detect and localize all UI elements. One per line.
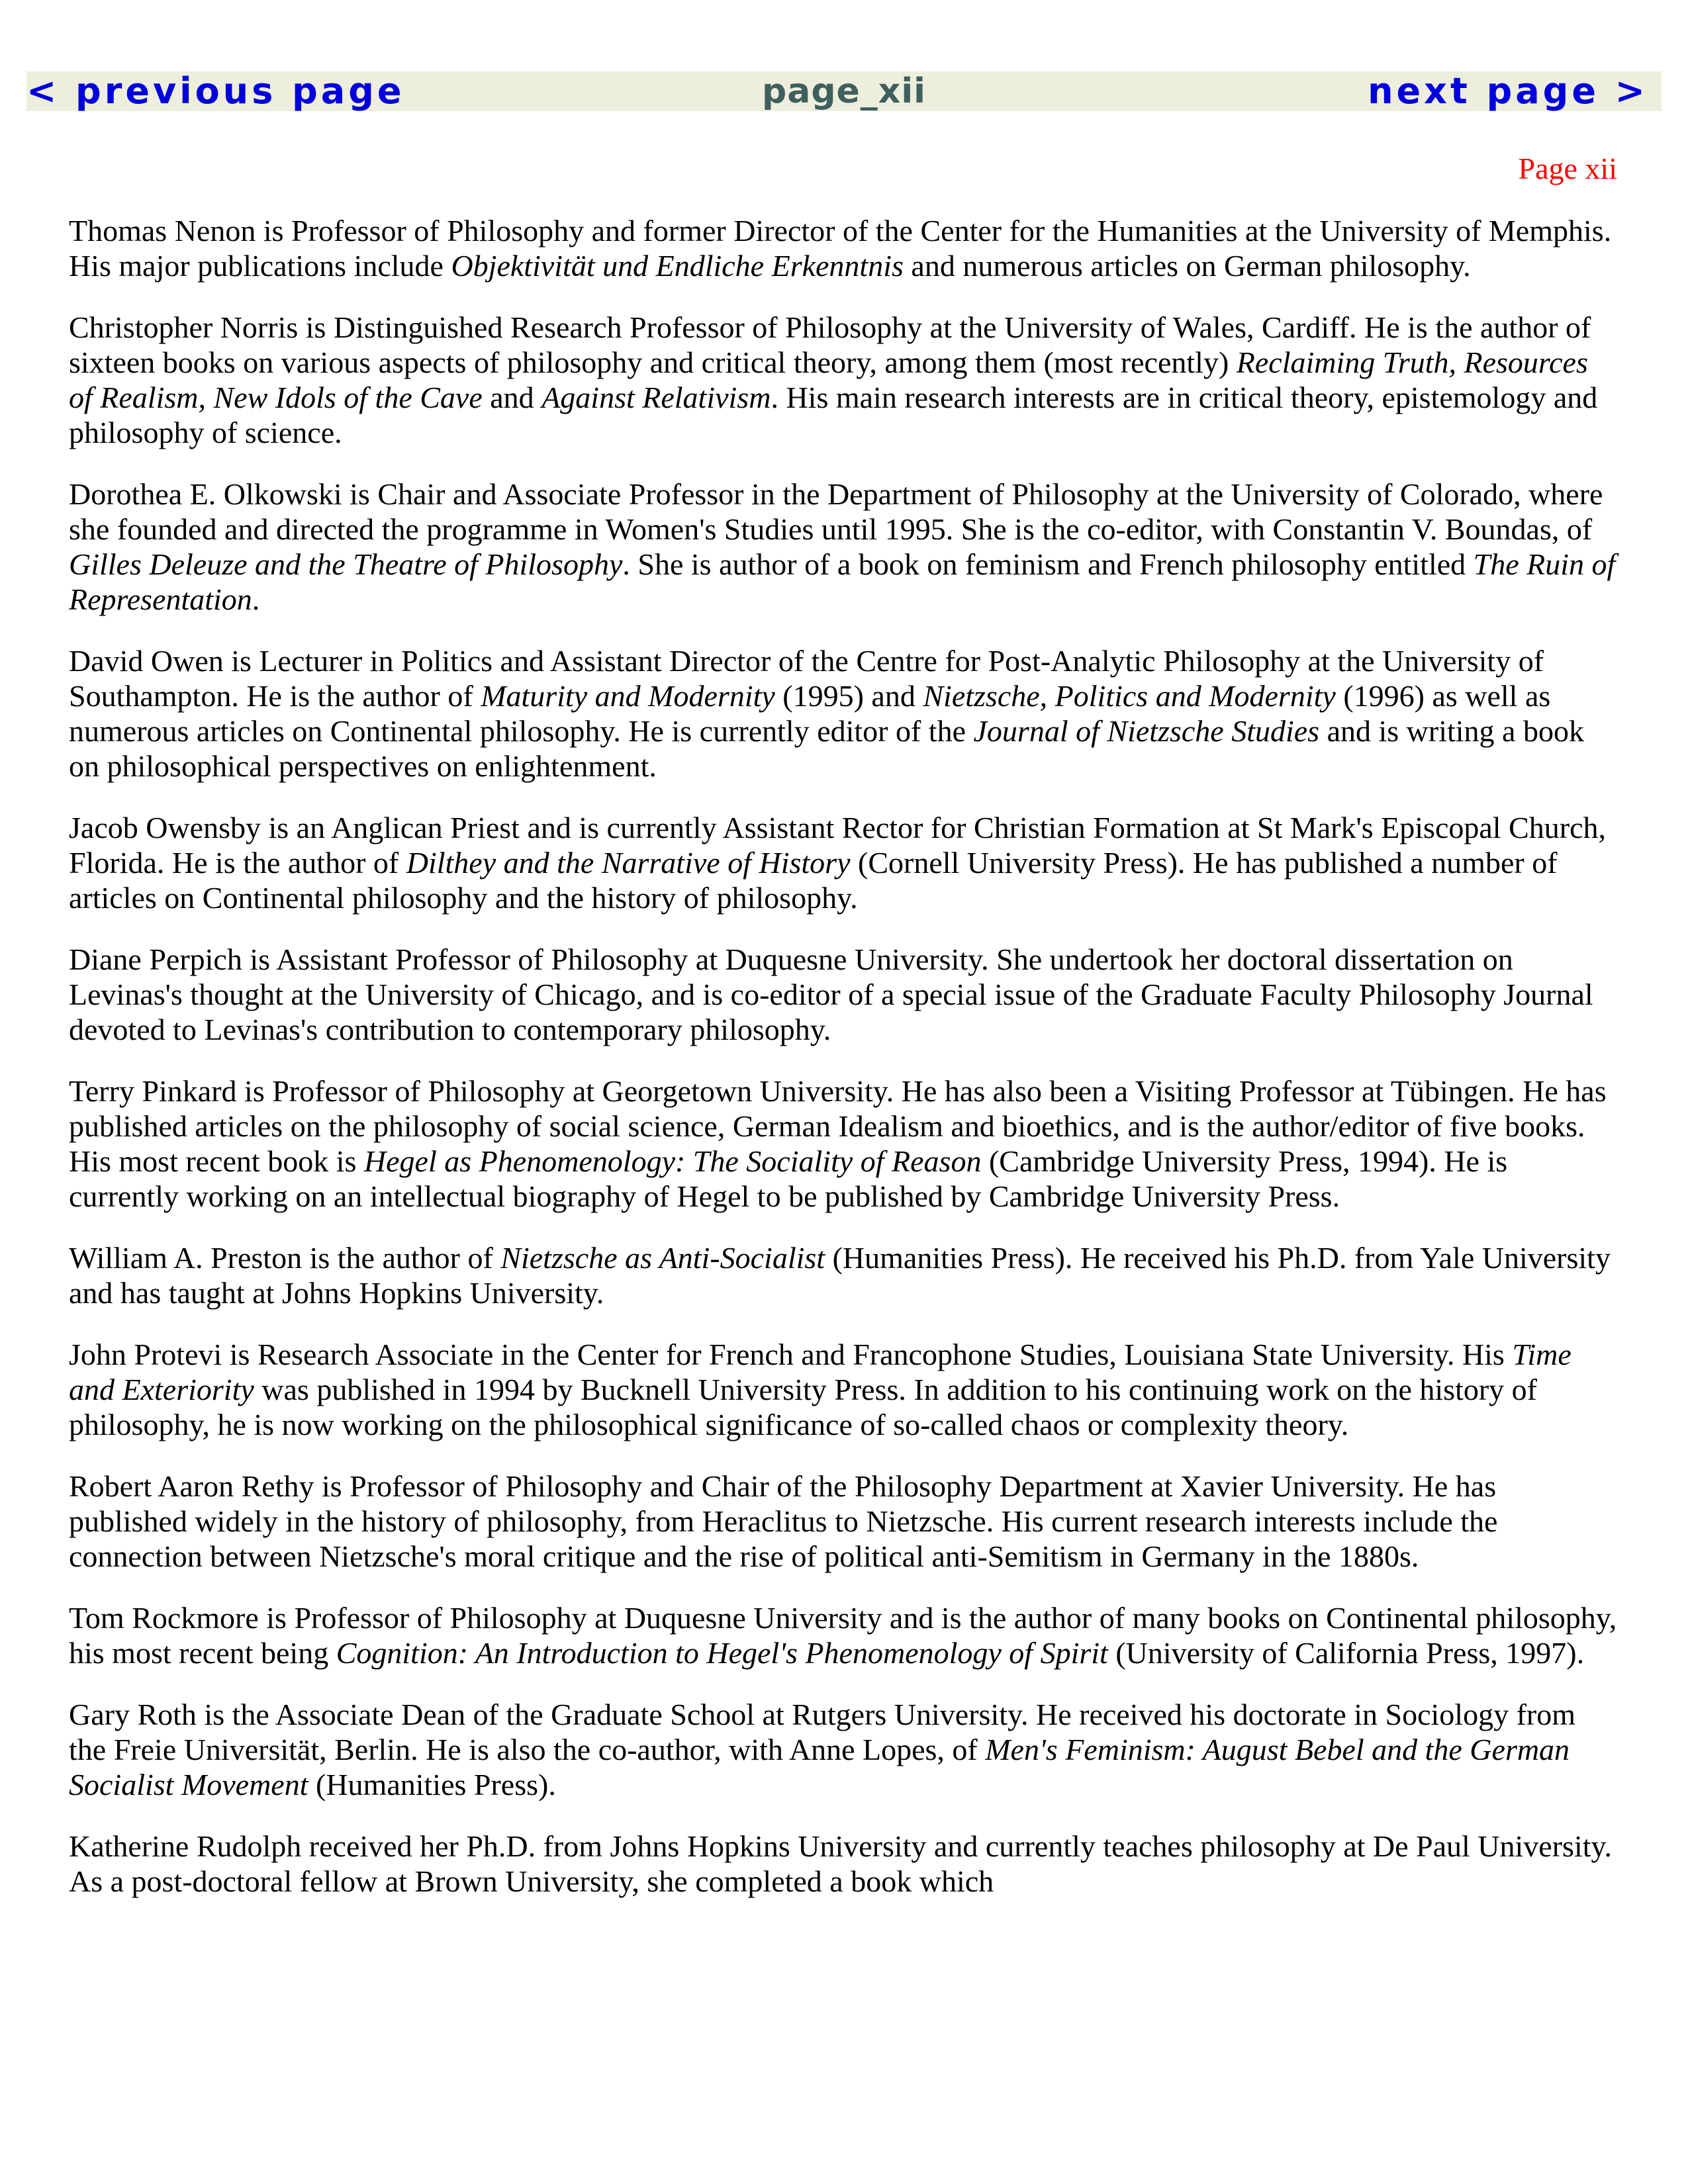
bio-text: . (252, 582, 260, 616)
bio-text: Tom Rockmore is Professor of Philosophy at Duquesne University and is the author of many books on Continental philosophy, his most recent being (69, 1601, 1617, 1670)
book-title: Maturity and Modernity (481, 679, 775, 713)
book-title: Objektivität und Endliche Erkenntnis (451, 249, 904, 283)
book-title: Journal of Nietzsche Studies (973, 714, 1320, 748)
book-title: Nietzsche, Politics and Modernity (923, 679, 1336, 713)
bio-text: Jacob Owensby is an Anglican Priest and is currently Assistant Rector for Christian Formation at St Mark's Episcopal Church, Florida. He is the author of (69, 811, 1606, 880)
book-title: Time and Exteriority (69, 1338, 1571, 1406)
book-title: Reclaiming Truth, Resources of Realism, New Idols of the Cave (69, 345, 1588, 414)
next-page-link[interactable]: next page > (1368, 70, 1648, 112)
bio-text: Gary Roth is the Associate Dean of the Graduate School at Rutgers University. He received his doctorate in Sociology from the Freie Universität, Berlin. He is also the co-author, with Anne Lopes, of (69, 1698, 1575, 1766)
bio-text: . His main research interests are in critical theory, epistemology and philosophy of science. (69, 381, 1598, 449)
bio-text: David Owen is Lecturer in Politics and Assistant Director of the Centre for Post-Analytic Philosophy at the University of Southampton. He is the author of (69, 644, 1544, 713)
bio-text: (1995) and (774, 679, 923, 713)
bio-text: (Cambridge University Press, 1994). He is currently working on an intellectual biography of Hegel to be published by Cambridge University Press. (69, 1144, 1508, 1213)
book-title: Dilthey and the Narrative of History (406, 846, 851, 880)
bio-text: Diane Perpich is Assistant Professor of Philosophy at Duquesne University. She undertook her doctoral dissertation on Levinas's thought at the University of Chicago, and is co-editor of a special issue of the Graduate Faculty Philosophy Journal devoted to Levinas's contribution to contemporary philosophy. (69, 942, 1593, 1046)
bio-text: Thomas Nenon is Professor of Philosophy and former Director of the Center for the Humanities at the University of Memphis. His major publications include (69, 214, 1612, 283)
book-title: Hegel as Phenomenology: The Sociality of Reason (363, 1144, 982, 1178)
bio-text: Terry Pinkard is Professor of Philosophy at Georgetown University. He has also been a Visiting Professor at Tübingen. He has published articles on the philosophy of social science, German Idealism and bioethics, and is the author/editor of five books. His most recent book is (69, 1074, 1607, 1178)
bio-text: (1996) as well as numerous articles on Continental philosophy. He is currently editor of the (69, 679, 1551, 748)
bio-text: (Cornell University Press). He has published a number of articles on Continental philosophy and the history of philosophy. (69, 846, 1558, 915)
contributor-bio (69, 213, 1618, 283)
book-title: Cognition: An Introduction to Hegel's Phenomenology of Spirit (336, 1636, 1108, 1670)
bio-text: Katherine Rudolph received her Ph.D. from Johns Hopkins University and currently teaches philosophy at De Paul University. As a post-doctoral fellow at Brown University, she completed a book which (69, 1829, 1613, 1898)
book-title: Nietzsche as Anti-Socialist (500, 1241, 825, 1275)
contributor-bio (69, 477, 1618, 617)
contributor-bio (69, 1337, 1618, 1442)
bio-text: (Humanities Press). (308, 1768, 556, 1801)
bio-text: and numerous articles on German philosophy. (903, 249, 1471, 283)
bio-text: William A. Preston is the author of (69, 1241, 501, 1275)
bio-text: . She is author of a book on feminism and French philosophy entitled (622, 547, 1474, 581)
bio-text: Dorothea E. Olkowski is Chair and Associate Professor in the Department of Philosophy at the University of Colorado, where she founded and directed the programme in Women's Studies until 1995. She is the co-editor, with Constantin V. Boundas, of (69, 477, 1603, 546)
contributor-bio (69, 1240, 1618, 1310)
bio-text: John Protevi is Research Associate in the Center for French and Francophone Studies, Louisiana State University. His (69, 1338, 1513, 1371)
bio-text: and (482, 381, 542, 414)
contributor-bio (69, 1469, 1618, 1574)
contributor-bio (69, 942, 1618, 1047)
page-navigation-bar (26, 71, 1662, 111)
contributor-bio (69, 1600, 1618, 1670)
book-title: Men's Feminism: August Bebel and the German Socialist Movement (69, 1733, 1570, 1801)
contributor-bios (69, 213, 1618, 1925)
contributor-bio (69, 310, 1618, 450)
contributor-bio (69, 1697, 1618, 1802)
bio-text: Robert Aaron Rethy is Professor of Philosophy and Chair of the Philosophy Department at Xavier University. He has published widely in the history of philosophy, from Heraclitus to Nietzsche. His current research interests include the connection between Nietzsche's moral critique and the rise of political anti-Semitism in Germany in the 1880s. (69, 1469, 1498, 1573)
bio-text: and is writing a book on philosophical perspectives on enlightenment. (69, 714, 1584, 783)
bio-text: (Humanities Press). He received his Ph.D. from Yale University and has taught at Johns Hopkins University. (69, 1241, 1611, 1310)
bio-text: (University of California Press, 1997). (1107, 1636, 1585, 1670)
contributor-bio (69, 643, 1618, 784)
previous-page-link[interactable]: < previous page (26, 70, 405, 112)
page-title: page_xii (762, 71, 926, 111)
book-title: Against Relativism (541, 381, 771, 414)
contributor-bio (69, 810, 1618, 915)
book-title: Gilles Deleuze and the Theatre of Philosophy (69, 547, 623, 581)
bio-text: was published in 1994 by Bucknell University Press. In addition to his continuing work on the history of philosophy, he is now working on the philosophical significance of so-called chaos or complexity theory. (69, 1373, 1538, 1441)
contributor-bio (69, 1829, 1618, 1899)
page-number-label: Page xii (1518, 152, 1617, 185)
bio-text: Christopher Norris is Distinguished Research Professor of Philosophy at the University of Wales, Cardiff. He is the author of sixteen books on various aspects of philosophy and critical theory, among them (most recently) (69, 310, 1591, 379)
contributor-bio (69, 1073, 1618, 1214)
book-title: The Ruin of Representation (69, 547, 1616, 616)
